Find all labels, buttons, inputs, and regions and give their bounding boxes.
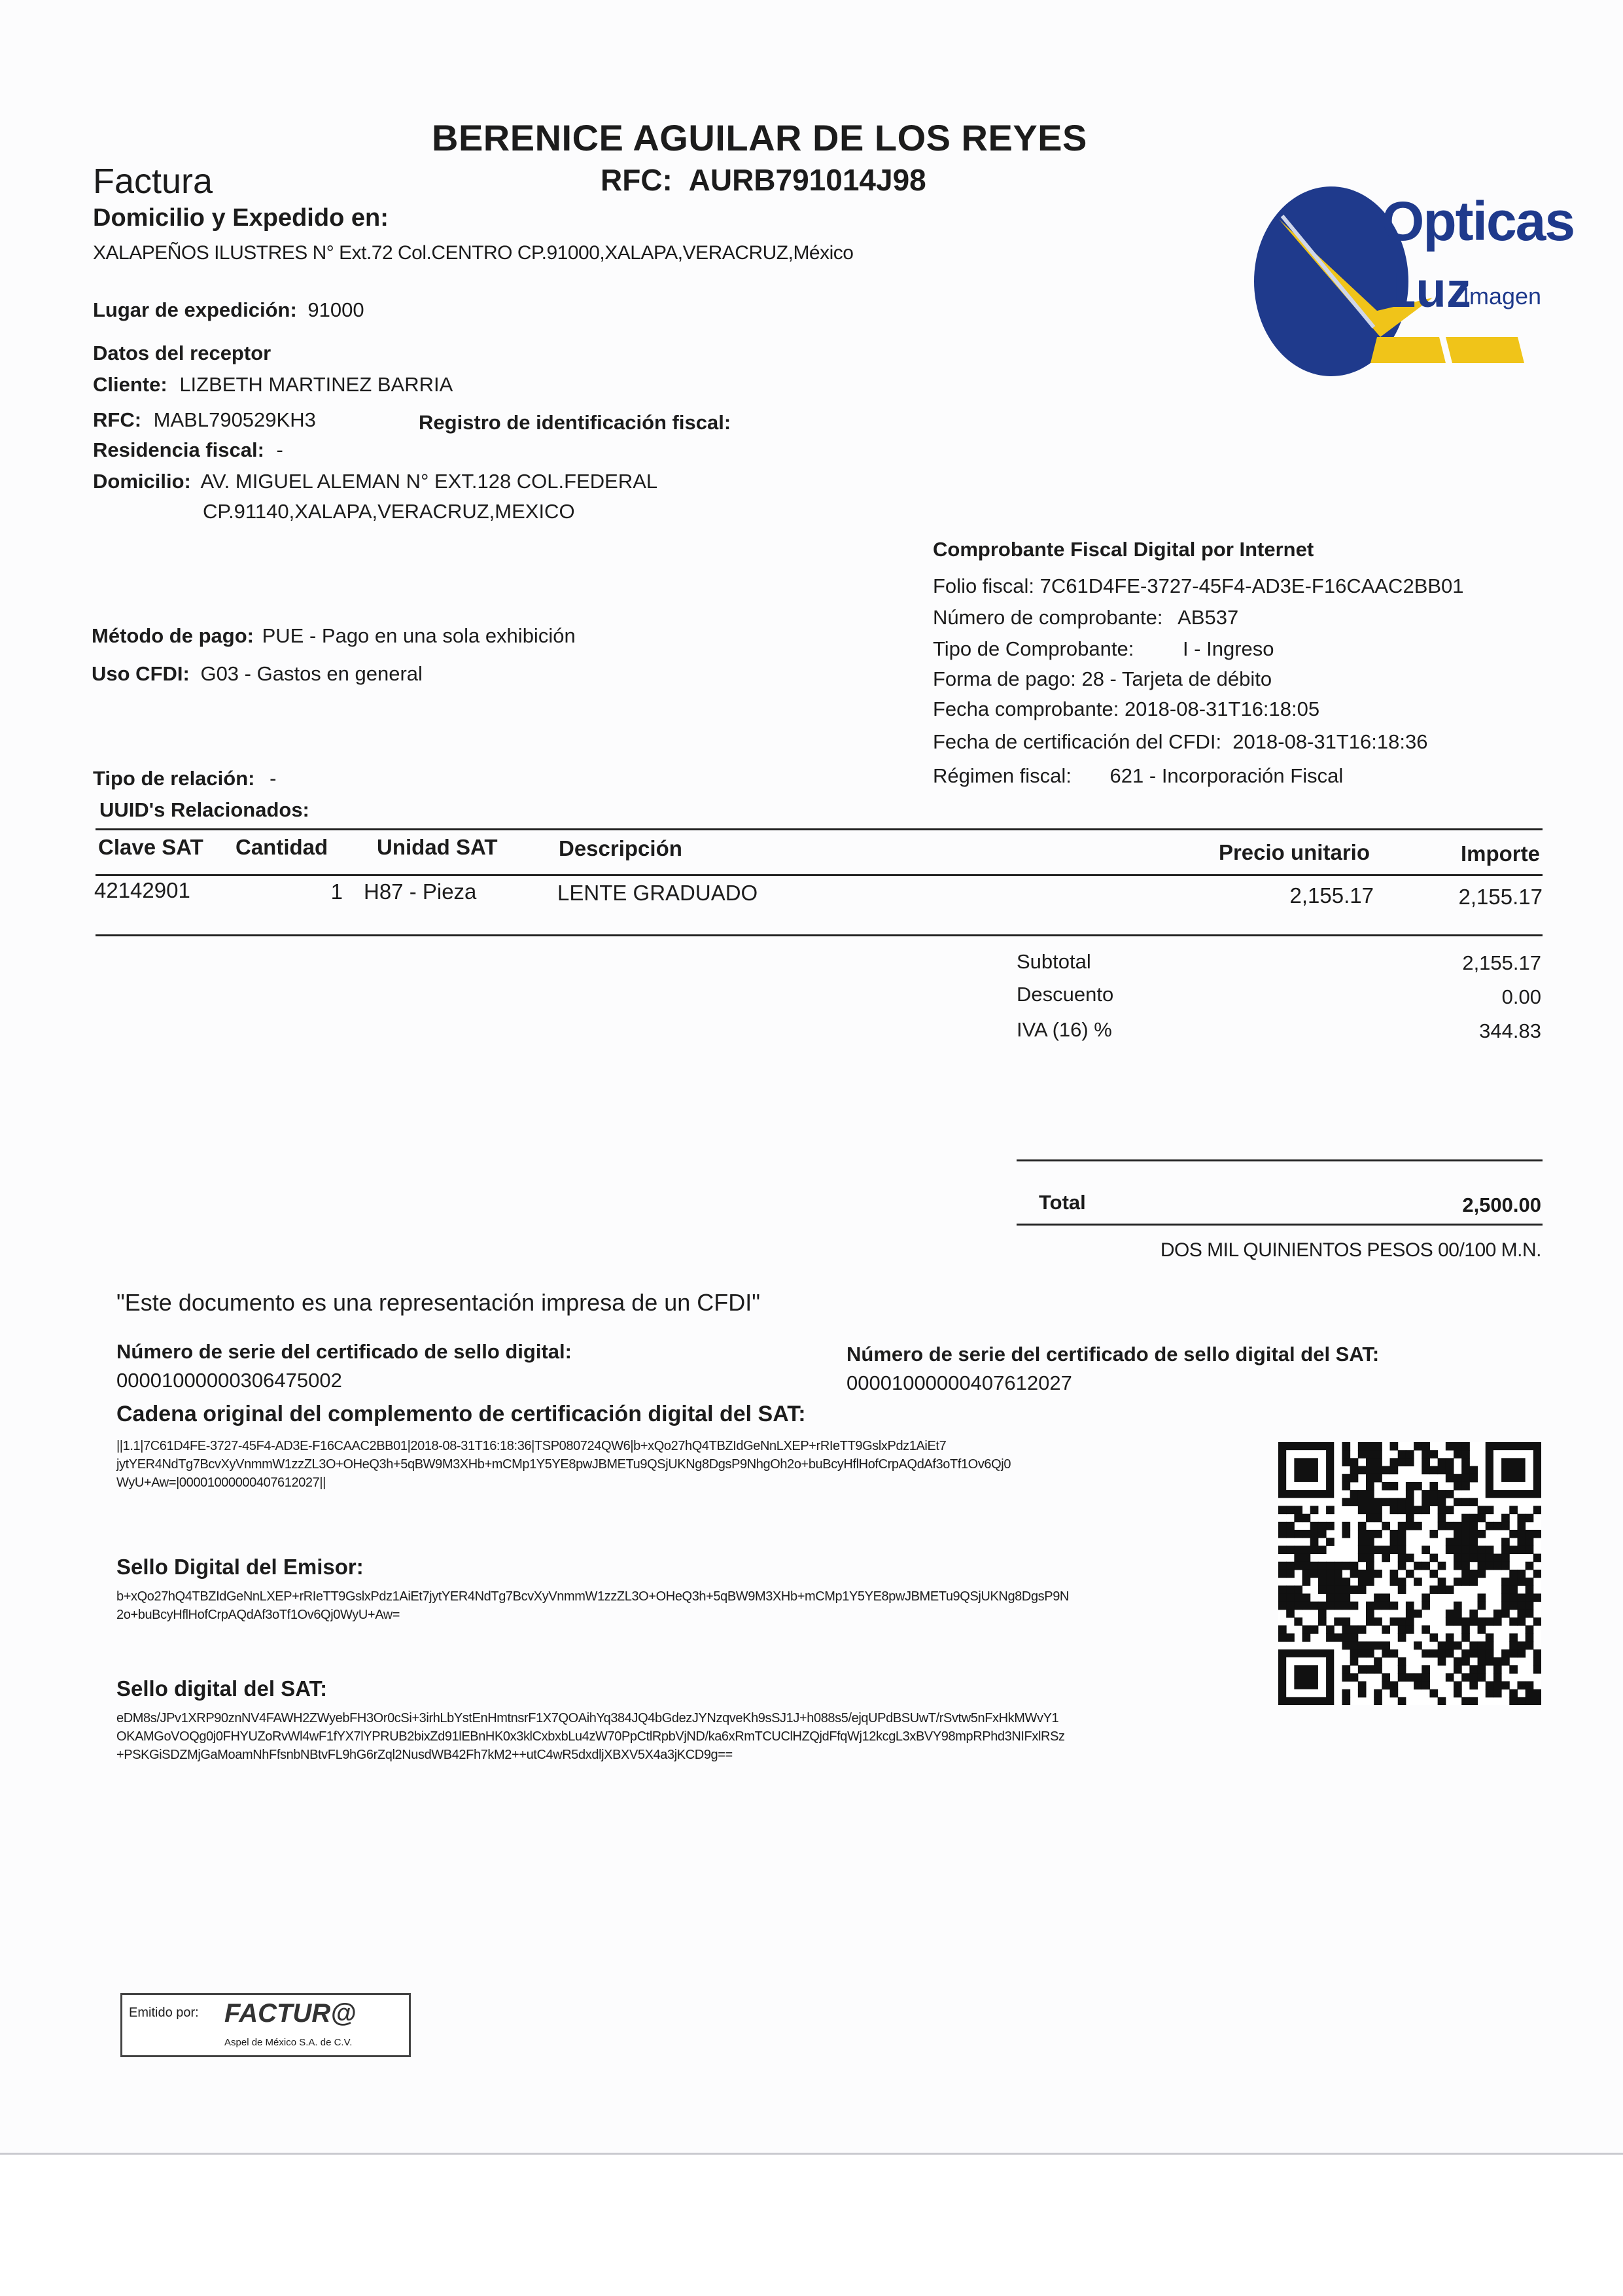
table-row xyxy=(0,877,1623,916)
sello-emisor-line-2: 2o+buBcyHflHofCrpAQdAf3oTf1Ov6Qj0WyU+Aw= xyxy=(116,1608,400,1622)
issuer-rfc xyxy=(601,162,926,198)
sello-sat-label: Sello digital del SAT: xyxy=(116,1676,328,1701)
cert-label: Número de serie del certificado de sello digital: xyxy=(116,1340,572,1363)
cert-sat-value: 00001000000407612027 xyxy=(846,1371,1072,1394)
total-bottom-rule xyxy=(1017,1224,1543,1226)
address-value: XALAPEÑOS ILUSTRES N° Ext.72 Col.CENTRO CP.91000,XALAPA,VERACRUZ,México xyxy=(93,242,854,264)
cell-clave: 42142901 xyxy=(94,878,190,902)
cliente-value: LIZBETH MARTINEZ BARRIA xyxy=(179,373,453,396)
cfdi-numero xyxy=(933,606,1238,629)
total-value: 2,500.00 xyxy=(1462,1193,1541,1216)
cadena-line-1: ||1.1|7C61D4FE-3727-45F4-AD3E-F16CAAC2BB01|2018-08-31T16:18:36|TSP080724QW6|b+xQo27hQ4TBZIdGeNnLXEP+rRIeTT9GslxPdz1AiEt7 xyxy=(116,1439,947,1453)
cfdi-tipo-label: Tipo de Comprobante: xyxy=(933,637,1134,660)
cfdi-forma-pago: Forma de pago: 28 - Tarjeta de débito xyxy=(933,667,1272,690)
descuento-value: 0.00 xyxy=(1501,985,1541,1008)
uuids-label: UUID's Relacionados: xyxy=(99,798,309,821)
receptor-rfc-label: RFC: xyxy=(93,408,142,431)
col-header-precio: Precio unitario xyxy=(1218,840,1370,864)
cadena-text xyxy=(116,1437,1281,1492)
cliente xyxy=(93,373,453,397)
cell-cantidad: 1 xyxy=(330,879,343,904)
total-label: Total xyxy=(1039,1191,1086,1214)
lugar-value: 91000 xyxy=(307,298,364,321)
residencia-value: - xyxy=(276,438,283,461)
emitido-label: Emitido por: xyxy=(129,2005,199,2020)
total-top-rule xyxy=(1017,1159,1543,1161)
tipo-relacion-value: - xyxy=(270,767,277,790)
subtotal-value: 2,155.17 xyxy=(1462,951,1541,974)
issuer-rfc-value: AURB791014J98 xyxy=(688,163,926,197)
col-header-unidad: Unidad SAT xyxy=(377,835,498,859)
cfdi-numero-label: Número de comprobante: xyxy=(933,606,1163,629)
tipo-relacion xyxy=(93,767,276,790)
page-edge xyxy=(0,2153,1623,2155)
sello-emisor-text xyxy=(116,1587,1281,1624)
logo-text-luz: Luz xyxy=(1386,262,1471,318)
residencia-label: Residencia fiscal: xyxy=(93,438,264,461)
cfdi-tipo xyxy=(933,637,1274,661)
cliente-label: Cliente: xyxy=(93,373,167,396)
address-label: Domicilio y Expedido en: xyxy=(93,204,389,232)
cfdi-tipo-value: I - Ingreso xyxy=(1182,637,1274,660)
qr-code xyxy=(1278,1442,1541,1705)
cert-value: 00001000000306475002 xyxy=(116,1369,342,1392)
lugar-expedicion xyxy=(93,298,364,322)
cfdi-regimen-value: 621 - Incorporación Fiscal xyxy=(1109,764,1344,787)
logo-text-opticas: Opticas xyxy=(1382,190,1575,252)
cadena-label: Cadena original del complemento de certificación digital del SAT: xyxy=(116,1402,806,1426)
iva-label: IVA (16) % xyxy=(1017,1018,1112,1041)
col-header-cantidad: Cantidad xyxy=(236,835,328,859)
receptor-domicilio xyxy=(93,470,657,493)
uso-cfdi xyxy=(92,662,423,686)
sello-sat-text xyxy=(116,1709,1281,1764)
cfdi-folio: Folio fiscal: 7C61D4FE-3727-45F4-AD3E-F16CAAC2BB01 xyxy=(933,574,1464,597)
tipo-relacion-label: Tipo de relación: xyxy=(93,767,255,790)
sello-sat-line-3: +PSKGiSDZMjGaMoamNhFfsnbNBtvFL9hG6rZql2NusdWB42Fh7kM2++utC4wR5dxdljXBXV5X4a3jKCD9g== xyxy=(116,1748,733,1762)
col-header-descripcion: Descripción xyxy=(559,836,682,860)
cfdi-fecha: Fecha comprobante: 2018-08-31T16:18:05 xyxy=(933,698,1320,720)
subtotal-label: Subtotal xyxy=(1017,950,1091,973)
cfdi-fecha-cert: Fecha de certificación del CFDI: 2018-08-31T16:18:36 xyxy=(933,730,1428,753)
emitido-por-box xyxy=(120,1993,411,2057)
receptor-section-label: Datos del receptor xyxy=(93,342,271,364)
col-header-importe: Importe xyxy=(1460,841,1540,866)
cell-descripcion: LENTE GRADUADO xyxy=(557,881,758,905)
metodo-label: Método de pago: xyxy=(92,624,254,647)
qr-code-icon xyxy=(1278,1442,1541,1705)
issuer-rfc-label: RFC: xyxy=(601,163,672,197)
cert-sat-label: Número de serie del certificado de sello digital del SAT: xyxy=(846,1343,1380,1366)
uso-value: G03 - Gastos en general xyxy=(200,662,423,685)
uso-label: Uso CFDI: xyxy=(92,662,190,685)
cadena-line-2: jytYER4NdTg7BcvXyVnmmW1zzZL3O+OHeQ3h+5qBW9M3XHb+mCMp1Y5YE8pwJBMETu9QSjUKNg8DgsP9NhgOh2o+buBcyHflHofCrpAQdAf3oTf1Ov6Qj0 xyxy=(116,1457,1011,1472)
opticas-luz-logo xyxy=(1243,177,1575,386)
total-en-letra: DOS MIL QUINIENTOS PESOS 00/100 M.N. xyxy=(1160,1239,1541,1261)
sello-sat-line-2: OKAMGoVOQg0j0FHYUZoRvWl4wF1fYX7lYPRUB2bixZd91lEBnHK0x3klCxbxbLu4zW70PpCtlRpbVjND/ka6xRmTCUClHZQjdFfqWj12kcgL3xBVY98mpRPhd3NIFxlRSz xyxy=(116,1729,1065,1744)
metodo-value: PUE - Pago en una sola exhibición xyxy=(262,624,576,647)
metodo-pago xyxy=(92,624,576,648)
sello-emisor-line-1: b+xQo27hQ4TBZIdGeNnLXEP+rRIeTT9GslxPdz1AiEt7jytYER4NdTg7BcvXyVnmmW1zzZL3O+OHeQ3h+5qBW9M3XHb+mCMp1Y5YE8pwJBMETu9QSjUKNg8DgsP9N xyxy=(116,1589,1069,1604)
emitido-brand: FACTUR@ xyxy=(224,1999,357,2028)
cadena-line-3: WyU+Aw=|00001000000407612027|| xyxy=(116,1475,326,1490)
cell-importe: 2,155.17 xyxy=(1458,885,1543,909)
cell-unidad: H87 - Pieza xyxy=(364,879,477,904)
cfdi-leyenda: "Este documento es una representación impresa de un CFDI" xyxy=(116,1289,761,1316)
domicilio-line2: CP.91140,XALAPA,VERACRUZ,MEXICO xyxy=(203,500,575,523)
cfdi-numero-value: AB537 xyxy=(1178,606,1239,629)
col-header-clave: Clave SAT xyxy=(98,835,203,859)
cell-precio: 2,155.17 xyxy=(1289,883,1374,908)
sello-sat-line-1: eDM8s/JPv1XRP90znNV4FAWH2ZWyebFH3Or0cSi+3irhLbYstEnHmtnsrF1X7QOAihYq384JQ4bGdezJYNzqveKh9sSJ1J+h088s5/ejqUPdBSUwT/rSvtw5nFxHkMWvY1 xyxy=(116,1711,1059,1725)
doc-type: Factura xyxy=(93,162,213,201)
cfdi-title: Comprobante Fiscal Digital por Internet xyxy=(933,538,1314,561)
cfdi-regimen-label: Régimen fiscal: xyxy=(933,764,1072,787)
domicilio-line1: AV. MIGUEL ALEMAN N° EXT.128 COL.FEDERAL xyxy=(200,470,658,493)
descuento-label: Descuento xyxy=(1017,983,1114,1006)
table-bottom-rule xyxy=(96,934,1543,936)
sello-emisor-label: Sello Digital del Emisor: xyxy=(116,1555,364,1579)
receptor-rfc-value: MABL790529KH3 xyxy=(153,408,316,431)
table-top-rule xyxy=(96,828,1543,830)
domicilio-label: Domicilio: xyxy=(93,470,191,493)
registro-fiscal-label: Registro de identificación fiscal: xyxy=(419,411,731,434)
lugar-label: Lugar de expedición: xyxy=(93,298,297,321)
logo-text-imagen: Imagen xyxy=(1463,283,1542,309)
residencia-fiscal xyxy=(93,438,283,462)
emitido-sub: Aspel de México S.A. de C.V. xyxy=(224,2037,353,2048)
issuer-name: BERENICE AGUILAR DE LOS REYES xyxy=(432,117,1087,158)
iva-value: 344.83 xyxy=(1479,1019,1541,1042)
cfdi-regimen xyxy=(933,764,1343,788)
receptor-rfc xyxy=(93,408,316,432)
table-header-rule xyxy=(96,874,1543,876)
